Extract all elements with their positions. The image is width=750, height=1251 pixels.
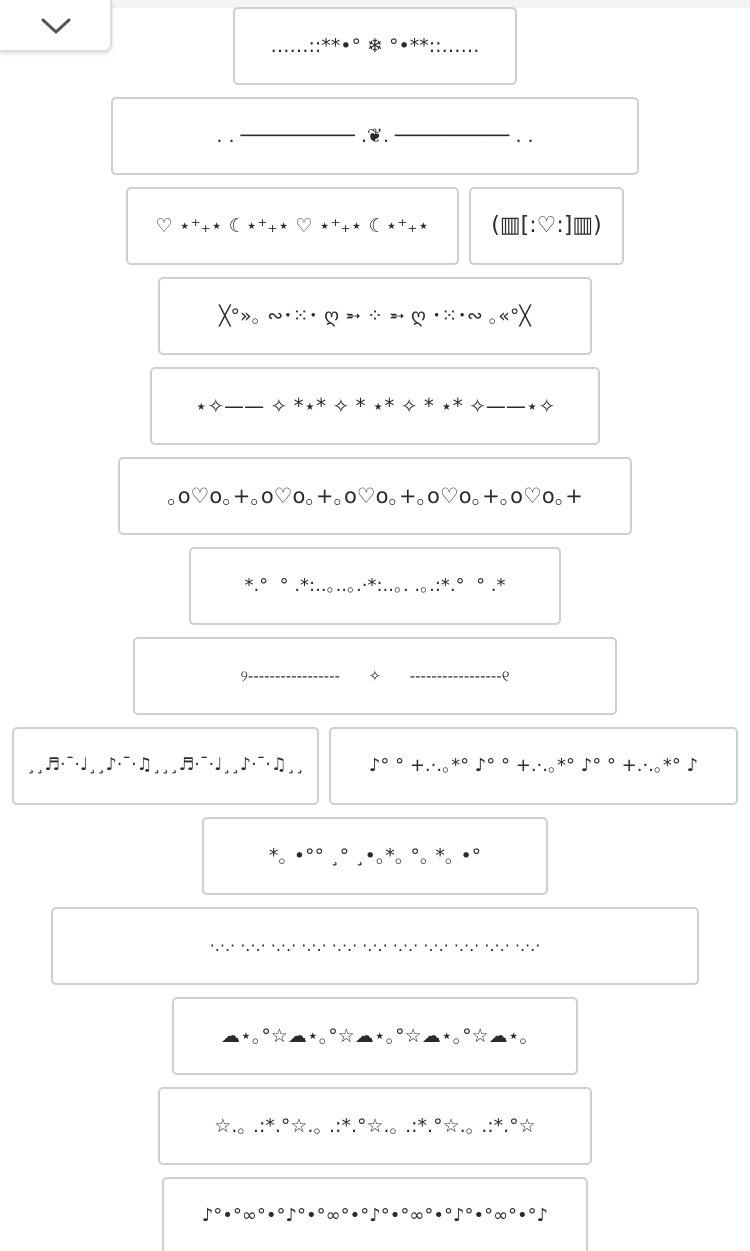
symbol-card-clouds[interactable] xyxy=(172,997,578,1075)
symbol-card-infinity[interactable] xyxy=(162,1177,588,1251)
symbol-card-bandage[interactable] xyxy=(469,187,624,265)
symbol-card-hearts-moons[interactable] xyxy=(126,187,459,265)
card-text: ……::**•° ❄ °•**::…… xyxy=(270,34,480,57)
card-text: (▥[:♡:]▥) xyxy=(491,213,602,238)
symbol-card-circles[interactable] xyxy=(202,817,548,895)
card-text: ╳°»｡ ∾･⁙･ ღ ➵ ⁘ ➵ ღ ･⁙･∾ ｡«°╳ xyxy=(219,304,531,327)
symbol-card-notes-stars[interactable] xyxy=(329,727,738,805)
card-text: ☁⋆｡°☆☁⋆｡°☆☁⋆｡°☆☁⋆｡°☆☁⋆｡ xyxy=(220,1024,530,1047)
card-text: ♪° ° +.·.｡*° ♪° ° +.·.｡*° ♪° ° +.·.｡*° ♪ xyxy=(368,755,699,776)
symbol-card-leaf-line[interactable] xyxy=(111,97,639,175)
card-text: ♪°•°∞°•°♪°•°∞°•°♪°•°∞°•°♪°•°∞°•°♪ xyxy=(201,1205,549,1226)
symbol-card-hearts-chain[interactable] xyxy=(118,457,632,535)
card-text: ｡o♡o｡+｡o♡o｡+｡o♡o｡+｡o♡o｡+｡o♡o｡+ xyxy=(167,483,583,508)
card-text: *｡ •°° ¸° ¸•｡*｡ °｡ *｡ •° xyxy=(268,844,482,867)
symbol-card-dashes[interactable] xyxy=(133,637,617,715)
chevron-down-icon xyxy=(40,16,72,36)
card-text: ⋆✧—— ✧ *⋆* ✧ * ⋆* ✧ * ⋆* ✧——⋆✧ xyxy=(194,394,556,418)
card-text: ☆.｡ .:*.°☆.｡ .:*.°☆.｡ .:*.°☆.｡ .:*.°☆ xyxy=(214,1114,536,1137)
card-text: ♡ ⋆⁺₊⋆ ☾⋆⁺₊⋆ ♡ ⋆⁺₊⋆ ☾⋆⁺₊⋆ xyxy=(155,214,430,237)
collapse-button[interactable] xyxy=(0,0,112,52)
symbol-card-notes[interactable] xyxy=(12,727,319,805)
card-text: ¸¸♬·¯·♩¸¸♪·¯·♫¸¸¸♬·¯·♩¸¸♪·¯·♫¸¸ xyxy=(26,755,305,776)
card-text: ·.·.· ·.·.· ·.·.· ·.·.· ·.·.· ·.·.· ·.·.· ·.·.· ·.·.· ·.·.· ·.·.· xyxy=(209,936,541,955)
symbol-card-snowflake[interactable] xyxy=(233,7,517,85)
symbol-card-arrows[interactable] xyxy=(158,277,592,355)
card-text: . . ────────── .❦. ────────── . . xyxy=(216,124,534,147)
symbol-card-dots[interactable] xyxy=(189,547,561,625)
symbol-card-waves[interactable] xyxy=(51,907,699,985)
card-text: *.° ° .*:..｡..｡.·*:..｡. .｡.:*.° ° .* xyxy=(244,575,506,596)
symbol-card-sparkles[interactable] xyxy=(150,367,600,445)
symbol-card-stars[interactable] xyxy=(158,1087,592,1165)
card-text: ୨----------------- ✧ -----------------୧ xyxy=(240,666,510,685)
